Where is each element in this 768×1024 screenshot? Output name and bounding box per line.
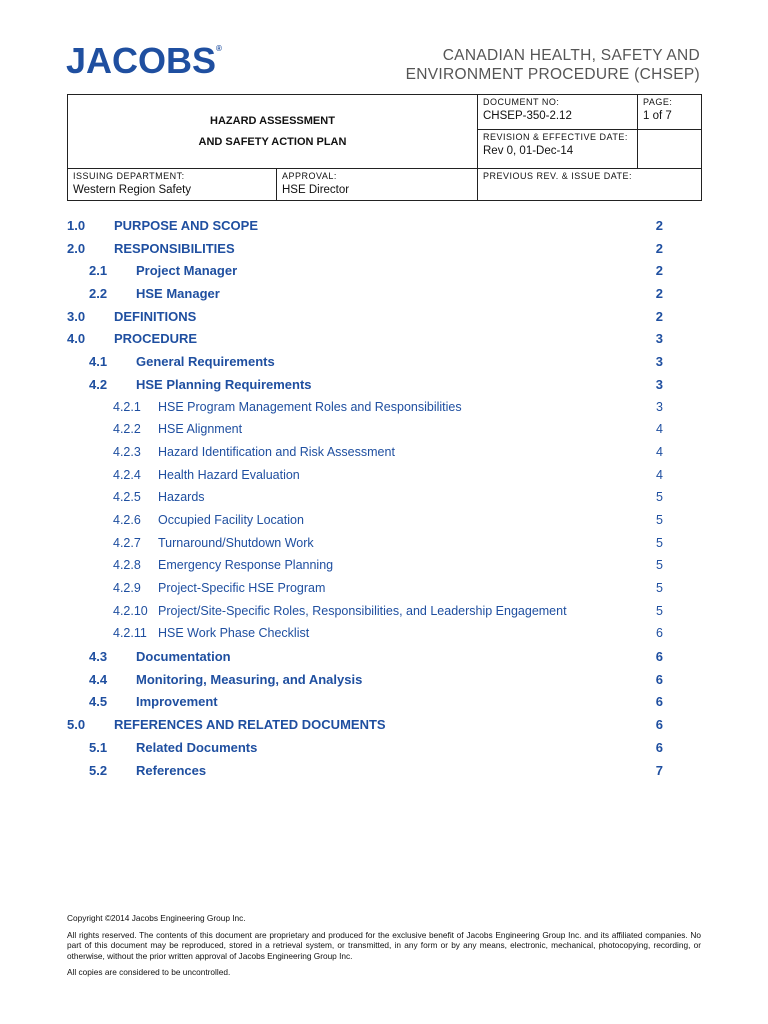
toc-entry-number: 2.1 (89, 263, 108, 279)
toc-entry-title: Documentation (136, 649, 231, 665)
toc-entry[interactable] (67, 400, 663, 423)
toc-entry-page: 6 (656, 626, 663, 641)
jacobs-logo (66, 40, 222, 82)
rights-text: All rights reserved. The contents of this document are proprietary and produced for the exclusive benefit of Jacobs Engineering Group Inc. and its affiliated companies. No part of this document may be reproduced, stored in a retrieval system, or transmitted, in any form or by any means, electronic, mechanical, photocopying, recording, or otherwise, without the prior written approval of Jacobs Engineering Group Inc. (67, 929, 701, 961)
toc-entry-title: Hazard Identification and Risk Assessment (158, 444, 395, 459)
toc-entry-page: 3 (655, 376, 663, 392)
toc-entry-title: Turnaround/Shutdown Work (158, 535, 314, 550)
toc-entry-title: REFERENCES AND RELATED DOCUMENTS (114, 717, 386, 733)
toc-entry-title: References (136, 762, 207, 778)
toc-entry-title: Hazards (158, 490, 205, 505)
toc-entry-number: 4.2.1 (113, 399, 141, 414)
approval-label: APPROVAL: (282, 171, 337, 181)
toc-entry-title: Related Documents (136, 739, 258, 755)
toc-entry-title: HSE Manager (136, 286, 220, 302)
toc-entry-page: 6 (655, 717, 663, 733)
toc-entry-page: 5 (656, 558, 663, 573)
previous-rev-label: PREVIOUS REV. & ISSUE DATE: (483, 171, 633, 181)
toc-entry-number: 4.3 (89, 649, 108, 665)
document-no-cell (478, 95, 638, 169)
document-title-line2: AND SAFETY ACTION PLAN (198, 135, 347, 148)
toc-entry-page: 5 (656, 490, 663, 505)
toc-entry-number: 4.2.7 (113, 535, 141, 550)
toc-entry-page: 6 (655, 739, 663, 755)
toc-entry-number: 4.2.3 (113, 444, 141, 459)
toc-entry[interactable] (67, 286, 663, 309)
copyright-text: Copyright ©2014 Jacobs Engineering Group Inc. (67, 913, 246, 923)
uncontrolled-text: All copies are considered to be uncontrolled. (67, 967, 231, 977)
page-label: PAGE: (643, 97, 673, 107)
toc-entry-number: 4.2.2 (113, 422, 141, 437)
toc-entry-title: HSE Work Phase Checklist (158, 626, 310, 641)
toc-entry[interactable] (67, 717, 663, 740)
toc-entry-page: 3 (655, 331, 663, 347)
toc-entry-page: 2 (655, 286, 663, 302)
toc-entry-page: 6 (655, 649, 663, 665)
toc-entry-title: PROCEDURE (114, 331, 198, 347)
toc-entry-title: Project Manager (136, 263, 238, 279)
toc-entry[interactable] (67, 445, 663, 468)
issuing-department-label: ISSUING DEPARTMENT: (73, 171, 185, 181)
toc-entry-page: 3 (655, 354, 663, 370)
toc-entry-page: 5 (656, 603, 663, 618)
toc-entry[interactable] (67, 740, 663, 763)
toc-entry[interactable] (67, 490, 663, 513)
toc-entry-page: 6 (655, 694, 663, 710)
toc-entry-number: 2.0 (67, 240, 86, 256)
page-cell (638, 95, 702, 169)
toc-entry-title: Project-Specific HSE Program (158, 581, 326, 595)
toc-entry-page: 2 (655, 218, 663, 233)
toc-entry-page: 6 (655, 671, 663, 687)
document-header-table (67, 94, 702, 201)
toc-entry-number: 4.2 (89, 376, 108, 392)
toc-entry-number: 4.2.5 (113, 490, 141, 505)
toc-entry-number: 1.0 (67, 218, 86, 233)
toc-entry-title: HSE Alignment (158, 422, 243, 437)
previous-rev-cell (478, 169, 702, 201)
toc-entry-title: Monitoring, Measuring, and Analysis (136, 671, 363, 687)
toc-entry[interactable] (67, 422, 663, 445)
toc-entry-number: 4.0 (67, 331, 86, 347)
approval-value: HSE Director (282, 184, 350, 196)
toc-entry-title: Improvement (136, 694, 218, 710)
document-title (68, 95, 478, 169)
toc-entry[interactable] (67, 241, 663, 264)
toc-entry[interactable] (67, 649, 663, 672)
toc-entry[interactable] (67, 354, 663, 377)
document-no-value: CHSEP-350-2.12 (483, 110, 572, 122)
toc-entry-title: HSE Planning Requirements (136, 376, 312, 392)
toc-entry[interactable] (67, 331, 663, 354)
toc-entry-title: Project/Site-Specific Roles, Responsibilities, and Leadership Engagement (158, 603, 567, 618)
document-title-line1: HAZARD ASSESSMENT (210, 114, 335, 127)
toc-entry-number: 4.4 (89, 671, 108, 687)
toc-entry-title: Emergency Response Planning (158, 558, 334, 573)
revision-label: REVISION & EFFECTIVE DATE: (483, 132, 628, 142)
toc-entry-page: 4 (656, 467, 663, 482)
toc-entry[interactable] (67, 626, 663, 649)
toc-entry-number: 4.2.4 (113, 467, 141, 482)
toc-entry-title: Health Hazard Evaluation (158, 467, 300, 482)
toc-entry-number: 5.0 (67, 717, 86, 733)
toc-entry-title: DEFINITIONS (114, 308, 197, 324)
registered-mark: ® (216, 44, 222, 53)
issuing-department-value: Western Region Safety (73, 184, 192, 196)
page-value: 1 of 7 (643, 110, 672, 122)
toc-entry[interactable] (67, 263, 663, 286)
toc-entry-title: HSE Program Management Roles and Responsibilities (158, 399, 462, 414)
toc-entry[interactable] (67, 377, 663, 400)
procedure-title-line2: ENVIRONMENT PROCEDURE (CHSEP) (405, 66, 700, 83)
toc-entry[interactable] (67, 763, 663, 786)
toc-entry-number: 2.2 (89, 286, 108, 302)
issuing-department-cell (68, 169, 277, 201)
toc-entry-number: 4.1 (89, 354, 108, 370)
toc-entry-number: 4.5 (89, 694, 108, 710)
procedure-title-line1: CANADIAN HEALTH, SAFETY AND (442, 47, 700, 64)
toc-entry[interactable] (67, 581, 663, 604)
toc-entry-page: 3 (656, 399, 663, 414)
toc-entry[interactable] (67, 536, 663, 559)
toc-entry-number: 5.2 (89, 762, 108, 778)
toc-entry-number: 4.2.10 (113, 603, 148, 618)
toc-entry-number: 4.2.11 (113, 626, 147, 641)
toc-entry[interactable] (67, 309, 663, 332)
toc-entry-page: 5 (656, 535, 663, 550)
toc-entry-title: Occupied Facility Location (158, 512, 304, 527)
approval-cell (277, 169, 478, 201)
toc-entry-number: 4.2.8 (113, 558, 141, 573)
document-no-label: DOCUMENT NO: (483, 97, 560, 107)
toc-entry-page: 4 (656, 444, 663, 459)
toc-entry-page: 5 (656, 512, 663, 527)
toc-entry[interactable] (67, 558, 663, 581)
toc-entry-number: 4.2.9 (113, 581, 141, 595)
toc-entry-title: PURPOSE AND SCOPE (114, 218, 258, 233)
toc-entry-title: RESPONSIBILITIES (114, 240, 235, 256)
logo-text: JACOBS (66, 40, 217, 81)
table-of-contents (67, 218, 663, 785)
revision-cell (478, 130, 637, 159)
toc-entry[interactable] (67, 604, 663, 627)
toc-entry-page: 2 (655, 263, 663, 279)
footer (67, 913, 701, 984)
toc-entry-page: 4 (656, 422, 663, 437)
toc-entry-number: 3.0 (67, 308, 86, 324)
toc-entry-number: 4.2.6 (113, 512, 141, 527)
toc-entry-page: 7 (655, 762, 663, 778)
toc-entry[interactable] (67, 694, 663, 717)
procedure-title (406, 46, 700, 84)
toc-entry-page: 5 (656, 581, 663, 595)
toc-entry[interactable] (67, 513, 663, 536)
revision-value: Rev 0, 01-Dec-14 (483, 145, 574, 157)
toc-entry-page: 2 (655, 308, 663, 324)
toc-entry[interactable] (67, 218, 663, 241)
toc-entry[interactable] (67, 468, 663, 491)
toc-entry-page: 2 (655, 240, 663, 256)
toc-entry-title: General Requirements (136, 354, 275, 370)
toc-entry-number: 5.1 (89, 739, 108, 755)
toc-entry[interactable] (67, 672, 663, 695)
